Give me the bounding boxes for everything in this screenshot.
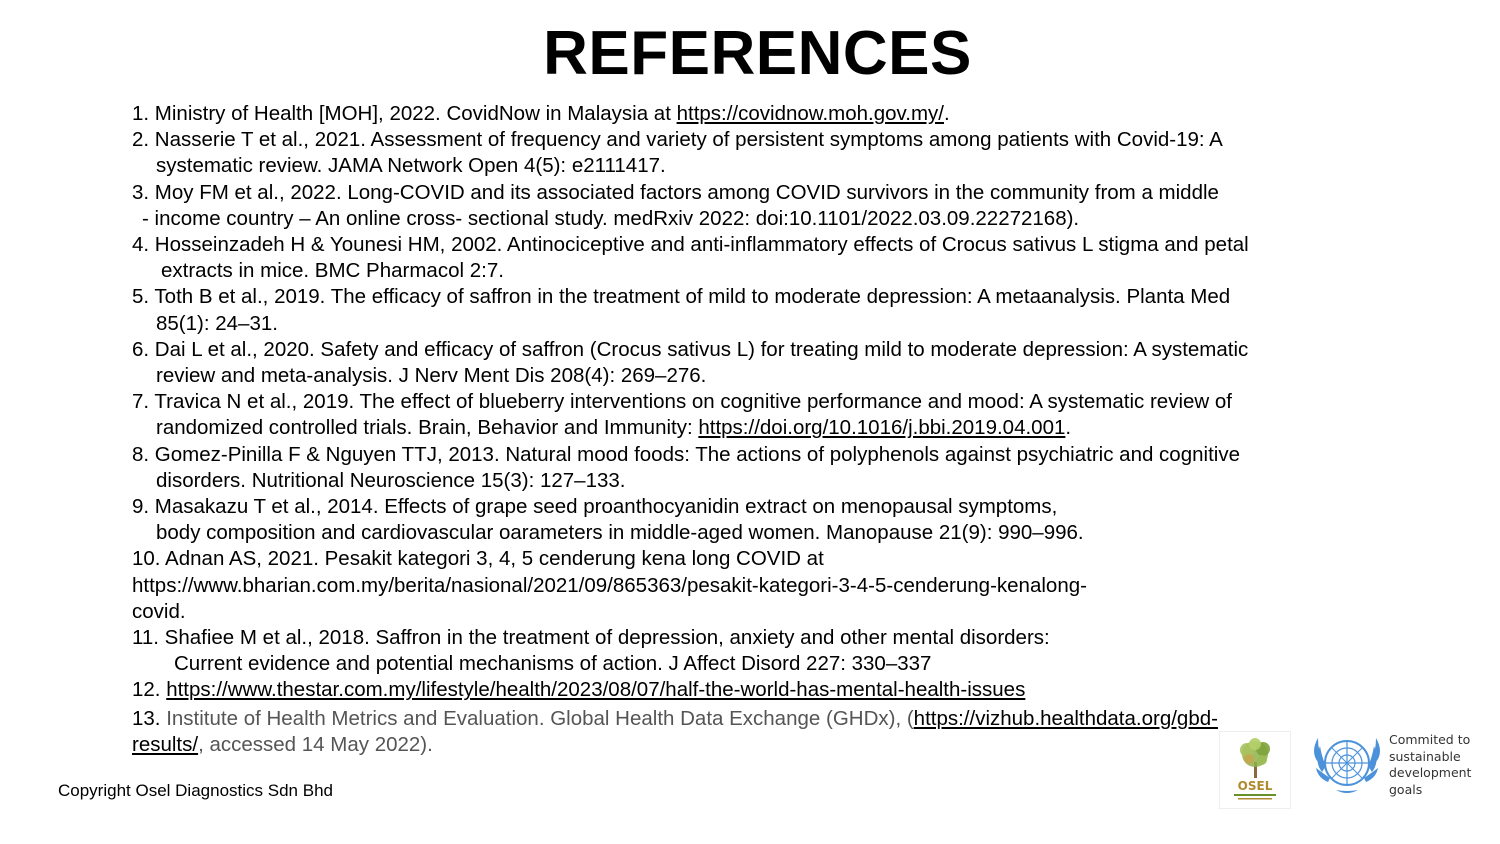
reference-item-2	[132, 127, 1362, 179]
sdg-line: Commited to	[1389, 732, 1471, 747]
osel-logo-text: OSEL	[1237, 779, 1273, 793]
reference-item-4	[132, 232, 1362, 284]
reference-item-12	[132, 677, 1362, 703]
osel-logo	[1219, 731, 1291, 809]
reference-item-5	[132, 284, 1362, 336]
page-title: REFERENCES	[543, 19, 972, 88]
reference-item-11	[132, 625, 1362, 677]
reference-text: 3. Moy FM et al., 2022. Long-COVID and its associated factors among COVID survivors in the community from a middle	[132, 180, 1219, 204]
reference-text: - income country – An online cross- sectional study. medRxiv 2022: doi:10.1101/2022.03.09.22272168).	[142, 206, 1080, 230]
reference-list	[132, 101, 1362, 758]
tree-icon	[1220, 732, 1290, 808]
reference-text: .	[943, 102, 950, 125]
reference-text: 2. Nasserie T et al., 2021. Assessment of frequency and variety of persistent symptoms among patients with Covid-19: A	[132, 128, 1223, 152]
reference-text: systematic review. JAMA Network Open 4(5): e2111417.	[156, 154, 666, 178]
reference-text: 10. Adnan AS, 2021. Pesakit kategori 3, 4, 5 cenderung kena long COVID at	[132, 547, 824, 571]
reference-item-10	[132, 546, 1362, 625]
reference-number: 13.	[132, 706, 167, 730]
reference-text: covid.	[132, 599, 186, 623]
reference-item-13	[132, 706, 1362, 758]
reference-text: 7. Travica N et al., 2019. The effect of blueberry interventions on cognitive performance and mood: A systematic review of	[132, 390, 1232, 414]
reference-link[interactable]: results/	[132, 732, 199, 756]
sdg-line: development	[1389, 765, 1472, 780]
reference-text: review and meta-analysis. J Nerv Ment Dis 208(4): 269–276.	[156, 364, 707, 388]
sdg-line: sustainable	[1389, 748, 1461, 764]
reference-link[interactable]: https://doi.org/10.1016/j.bbi.2019.04.001	[698, 416, 1066, 440]
reference-text: , accessed 14 May 2022).	[198, 732, 433, 756]
reference-link[interactable]: https://www.thestar.com.my/lifestyle/health/2023/08/07/half-the-world-has-mental-health-issues	[166, 678, 1026, 702]
sdg-line: goals	[1389, 781, 1423, 797]
un-emblem	[1308, 732, 1386, 798]
reference-text: 5. Toth B et al., 2019. The efficacy of saffron in the treatment of mild to moderate depression: A metaanalysis. Planta Med	[132, 285, 1231, 309]
reference-item-7	[132, 389, 1362, 441]
reference-text: Institute of Health Metrics and Evaluation. Global Health Data Exchange (GHDx), (	[166, 706, 914, 730]
reference-text: 6. Dai L et al., 2020. Safety and efficacy of saffron (Crocus sativus L) for treating mild to moderate depression: A systematic	[132, 337, 1249, 361]
reference-text: extracts in mice. BMC Pharmacol 2:7.	[161, 259, 504, 283]
reference-item-1	[132, 101, 1362, 127]
reference-text: 85(1): 24–31.	[156, 311, 278, 335]
reference-link[interactable]: https://covidnow.moh.gov.my/	[676, 102, 944, 125]
reference-text: disorders. Nutritional Neuroscience 15(3): 127–133.	[156, 468, 626, 492]
reference-item-9	[132, 494, 1362, 546]
reference-item-6	[132, 337, 1362, 389]
reference-text: 1. Ministry of Health [MOH], 2022. CovidNow in Malaysia at	[132, 102, 677, 125]
reference-link[interactable]: https://vizhub.healthdata.org/gbd-	[913, 706, 1218, 730]
sdg-commitment-text	[1389, 732, 1471, 798]
reference-text: randomized controlled trials. Brain, Behavior and Immunity:	[156, 416, 699, 440]
reference-item-3	[132, 180, 1362, 232]
reference-text: https://www.bharian.com.my/berita/nasional/2021/09/865363/pesakit-kategori-3-4-5-cenderung-kenalong-	[132, 573, 1087, 597]
reference-text: Current evidence and potential mechanisms of action. J Affect Disord 227: 330–337	[174, 652, 932, 676]
reference-text: 9. Masakazu T et al., 2014. Effects of grape seed proanthocyanidin extract on menopausal symptoms,	[132, 495, 1058, 519]
reference-text: 4. Hosseinzadeh H & Younesi HM, 2002. Antinociceptive and anti-inflammatory effects of Crocus sativus L stigma and petal	[132, 233, 1249, 257]
reference-item-8	[132, 442, 1362, 494]
un-globe-icon	[1308, 732, 1386, 798]
reference-text: .	[1065, 416, 1072, 440]
reference-text: body composition and cardiovascular oarameters in middle-aged women. Manopause 21(9): 990–996.	[156, 521, 1084, 545]
reference-text: 11. Shafiee M et al., 2018. Saffron in the treatment of depression, anxiety and other mental disorders:	[132, 626, 1050, 650]
reference-text: 8. Gomez-Pinilla F & Nguyen TTJ, 2013. Natural mood foods: The actions of polyphenols against psychiatric and cognitive	[132, 442, 1240, 466]
copyright-text: Copyright Osel Diagnostics Sdn Bhd	[58, 781, 333, 800]
reference-text: 12.	[132, 678, 167, 702]
